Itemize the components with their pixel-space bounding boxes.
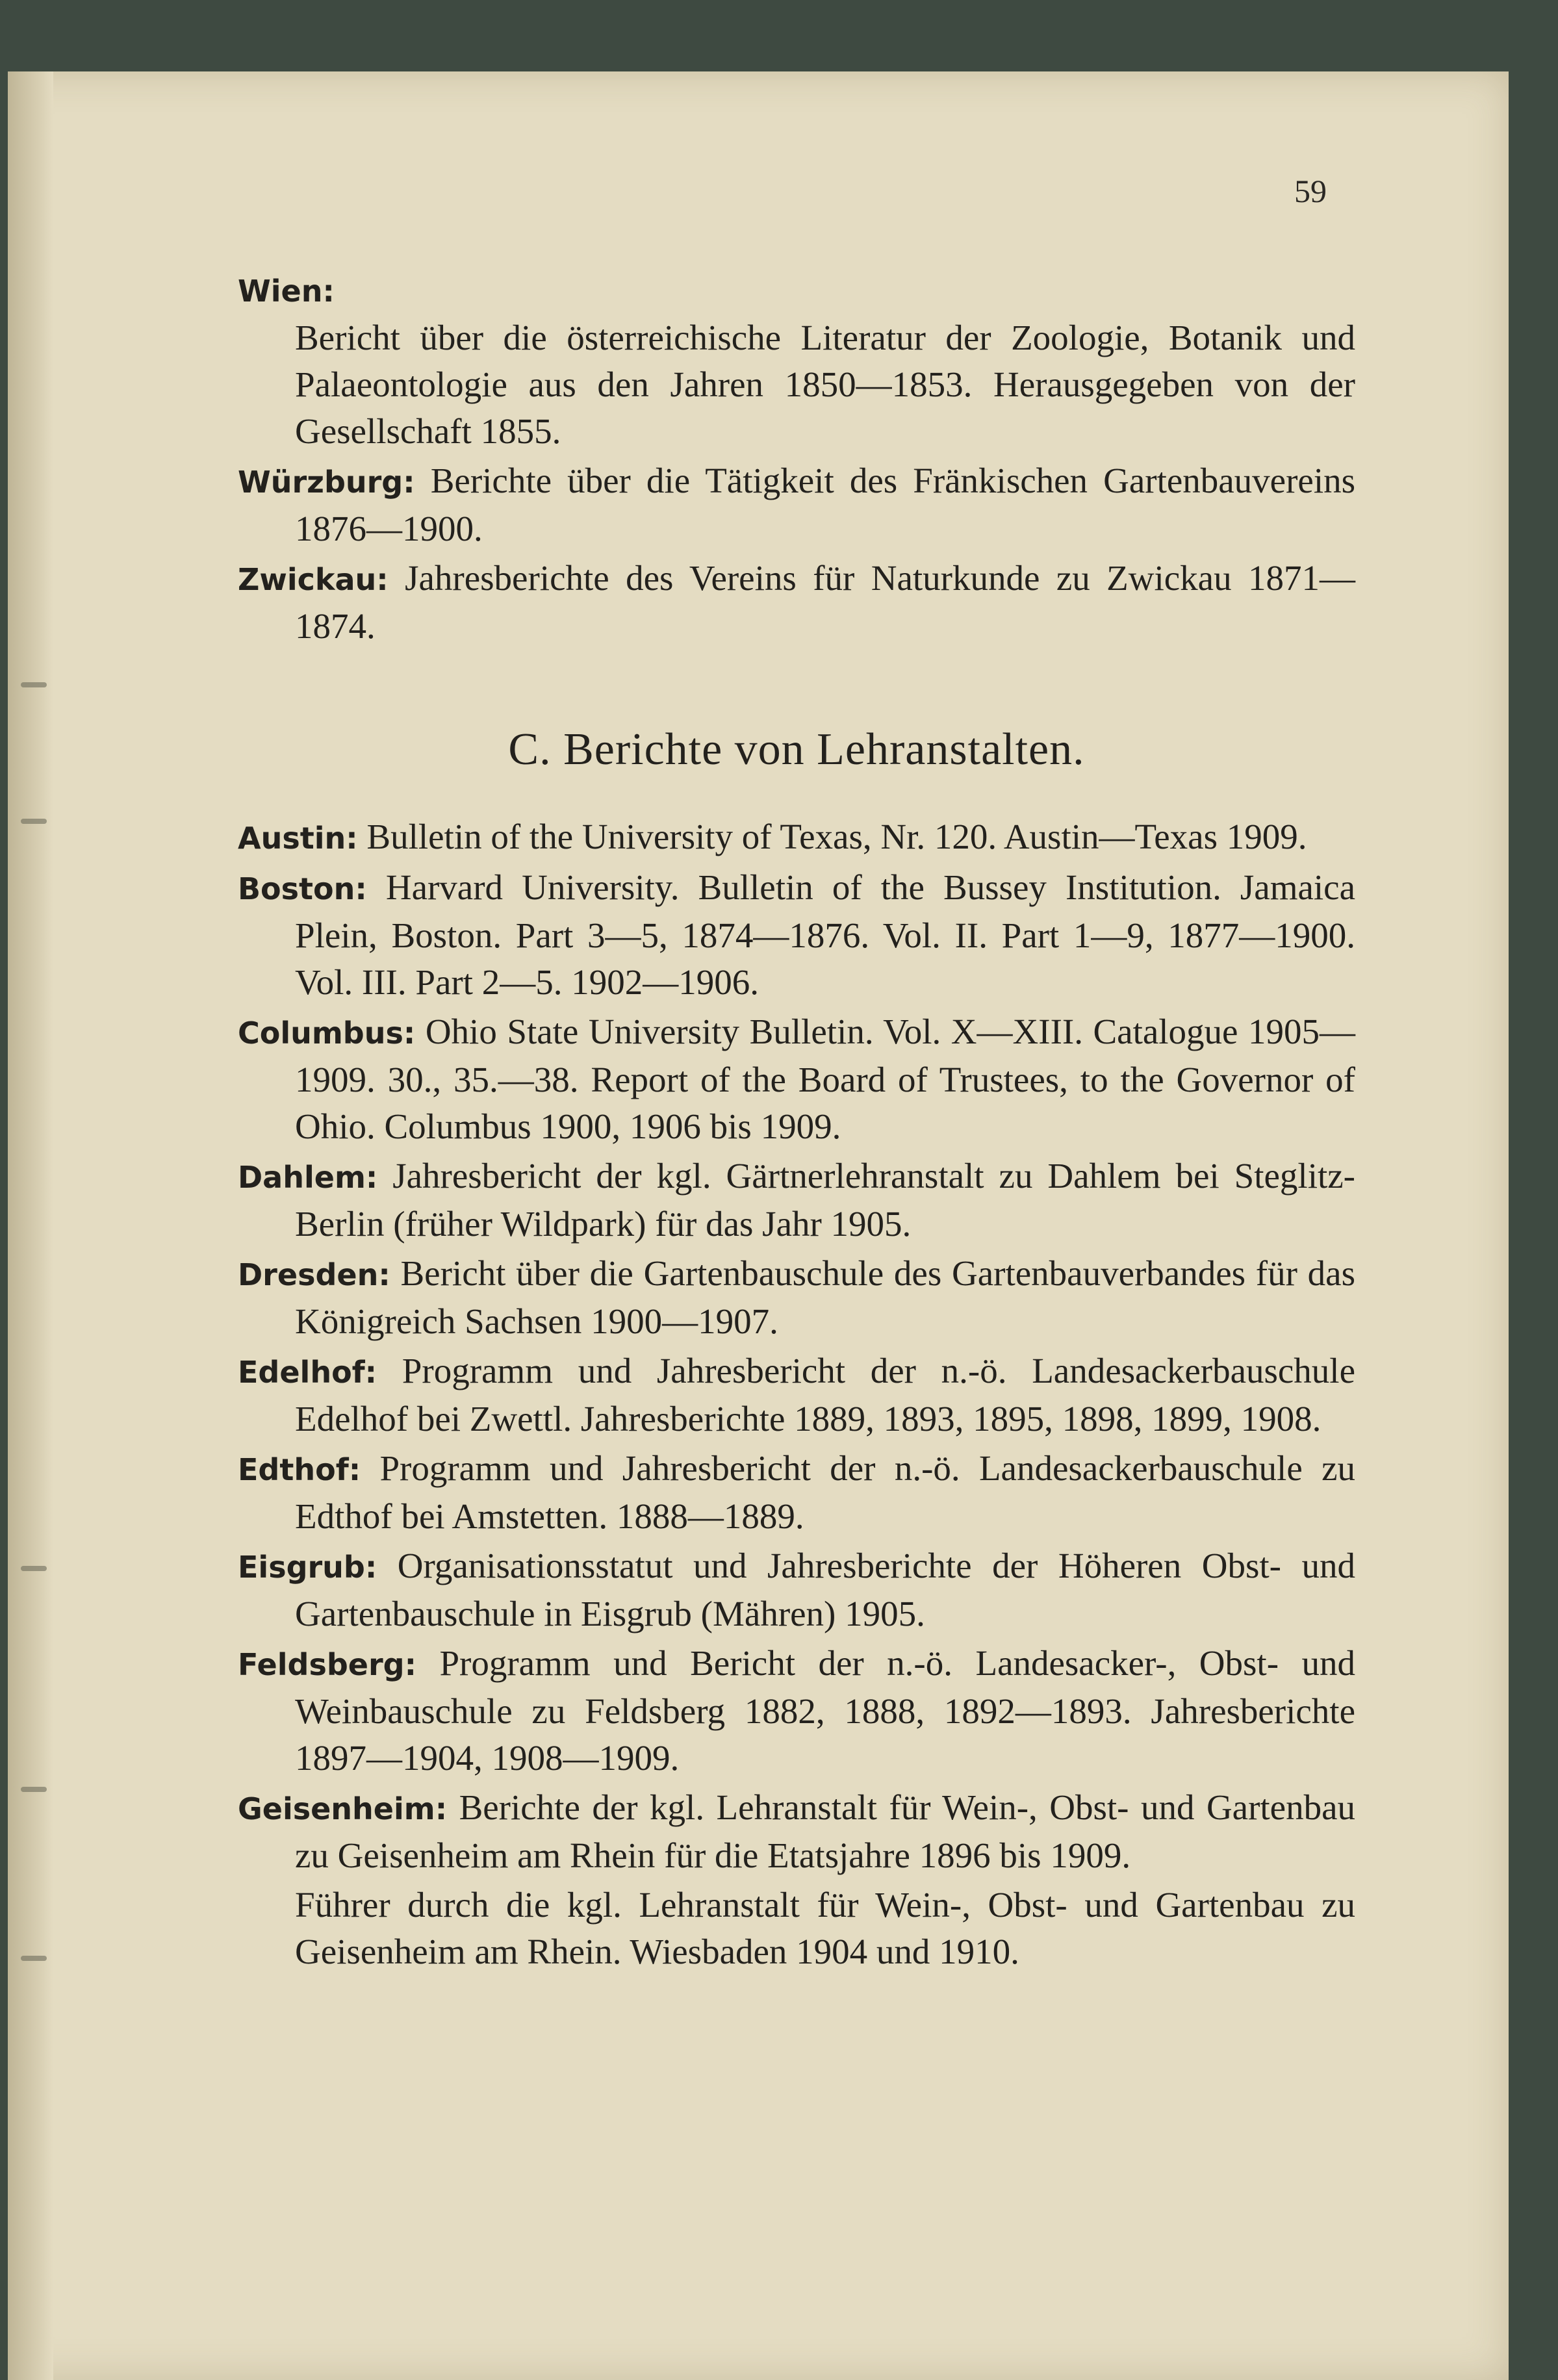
entry-keyword: Geisenheim: xyxy=(238,1791,448,1826)
entry-keyword: Edelhof: xyxy=(238,1355,377,1390)
entry-geisenheim-extra: Führer durch die kgl. Lehranstalt für Wein-, Obst- und Gartenbau zu Geisenheim am Rhein. Wiesbaden 1904 und 1910. xyxy=(295,1885,1355,1971)
section-heading: C. Berichte von Lehranstalten. xyxy=(508,724,1085,774)
edge-mark xyxy=(21,819,47,824)
entry-text: Harvard University. Bulletin of the Bussey Institution. Jamaica Plein, Boston. Part 3—5, 1874—1876. Vol. II. Part 1—9, 1877—1900. Vol. III. Part 2—5. 1902—1906. xyxy=(295,867,1355,1002)
entry-keyword: Eisgrub: xyxy=(238,1550,377,1585)
entry-text: Berichte der kgl. Lehranstalt für Wein-, Obst- und Gartenbau zu Geisenheim am Rhein für die Etatsjahre 1896 bis 1909. xyxy=(295,1787,1356,1875)
entry-text: Programm und Jahresbericht der n.-ö. Landesackerbauschule Edelhof bei Zwettl. Jahresberichte 1889, 1893, 1895, 1898, 1899, 1908. xyxy=(295,1351,1355,1439)
entry-columbus xyxy=(238,1008,1355,1150)
entry-text: Bulletin of the University of Texas, Nr. 120. Austin—Texas 1909. xyxy=(366,817,1307,856)
entry-dresden xyxy=(238,1250,1355,1345)
book-page xyxy=(8,71,1509,2380)
entry-boston xyxy=(238,864,1355,1006)
entry-keyword: Würzburg: xyxy=(238,465,415,500)
entry-eisgrub xyxy=(238,1542,1355,1637)
edge-mark xyxy=(21,1566,47,1571)
entry-keyword: Boston: xyxy=(238,871,367,906)
entry-austin xyxy=(238,813,1355,862)
entry-wuerzburg xyxy=(238,457,1355,552)
entry-geisenheim xyxy=(238,1784,1355,1879)
entry-keyword: Feldsberg: xyxy=(238,1647,416,1682)
entry-keyword: Dahlem: xyxy=(238,1160,378,1195)
entry-keyword: Austin: xyxy=(238,821,358,856)
entry-keyword: Edthof: xyxy=(238,1452,361,1487)
entry-text: Berichte über die Tätigkeit des Fränkischen Gartenbauvereins 1876—1900. xyxy=(295,461,1356,548)
entry-edthof xyxy=(238,1445,1355,1540)
entry-feldsberg xyxy=(238,1640,1355,1782)
edge-mark xyxy=(21,682,47,687)
entry-text: Jahresberichte des Vereins für Naturkunde zu Zwickau 1871—1874. xyxy=(295,558,1356,646)
entry-keyword: Zwickau: xyxy=(238,562,389,597)
entry-text: Ohio State University Bulletin. Vol. X—XIII. Catalogue 1905—1909. 30., 35.—38. Report of the Board of Trustees, to the Governor of Ohio. Columbus 1900, 1906 bis 1909. xyxy=(295,1012,1356,1146)
entry-keyword: Dresden: xyxy=(238,1257,390,1292)
entry-zwickau xyxy=(238,555,1355,650)
page-number: 59 xyxy=(1294,173,1327,209)
page-binding-shadow xyxy=(8,71,53,2380)
entry-text: Bericht über die österreichische Literatur der Zoologie, Botanik und Palaeontologie aus den Jahren 1850—1853. Herausgegeben von der Gesellschaft 1855. xyxy=(295,318,1355,451)
entry-dahlem xyxy=(238,1153,1355,1248)
entry-keyword: Wien: xyxy=(238,274,335,309)
entry-edelhof xyxy=(238,1348,1355,1442)
entry-text: Programm und Bericht der n.-ö. Landesacker-, Obst- und Weinbauschule zu Feldsberg 1882, 1888, 1892—1893. Jahresberichte 1897—1904, 1908—1909. xyxy=(295,1643,1355,1778)
entry-wien xyxy=(238,266,1355,455)
entry-text: Bericht über die Gartenbauschule des Gartenbauverbandes für das Königreich Sachsen 1900—1907. xyxy=(295,1253,1356,1341)
page-content xyxy=(238,266,1355,1975)
entry-keyword: Columbus: xyxy=(238,1016,416,1051)
edge-mark xyxy=(21,1956,47,1961)
edge-mark xyxy=(21,1787,47,1792)
entry-text: Programm und Jahresbericht der n.-ö. Landesackerbauschule zu Edthof bei Amstetten. 1888—1889. xyxy=(295,1448,1355,1536)
entry-text: Jahresbericht der kgl. Gärtnerlehranstalt zu Dahlem bei Steglitz-Berlin (früher Wildpark) für das Jahr 1905. xyxy=(295,1156,1355,1244)
entry-text: Organisationsstatut und Jahresberichte der Höheren Obst- und Gartenbauschule in Eisgrub (Mähren) 1905. xyxy=(295,1546,1355,1633)
